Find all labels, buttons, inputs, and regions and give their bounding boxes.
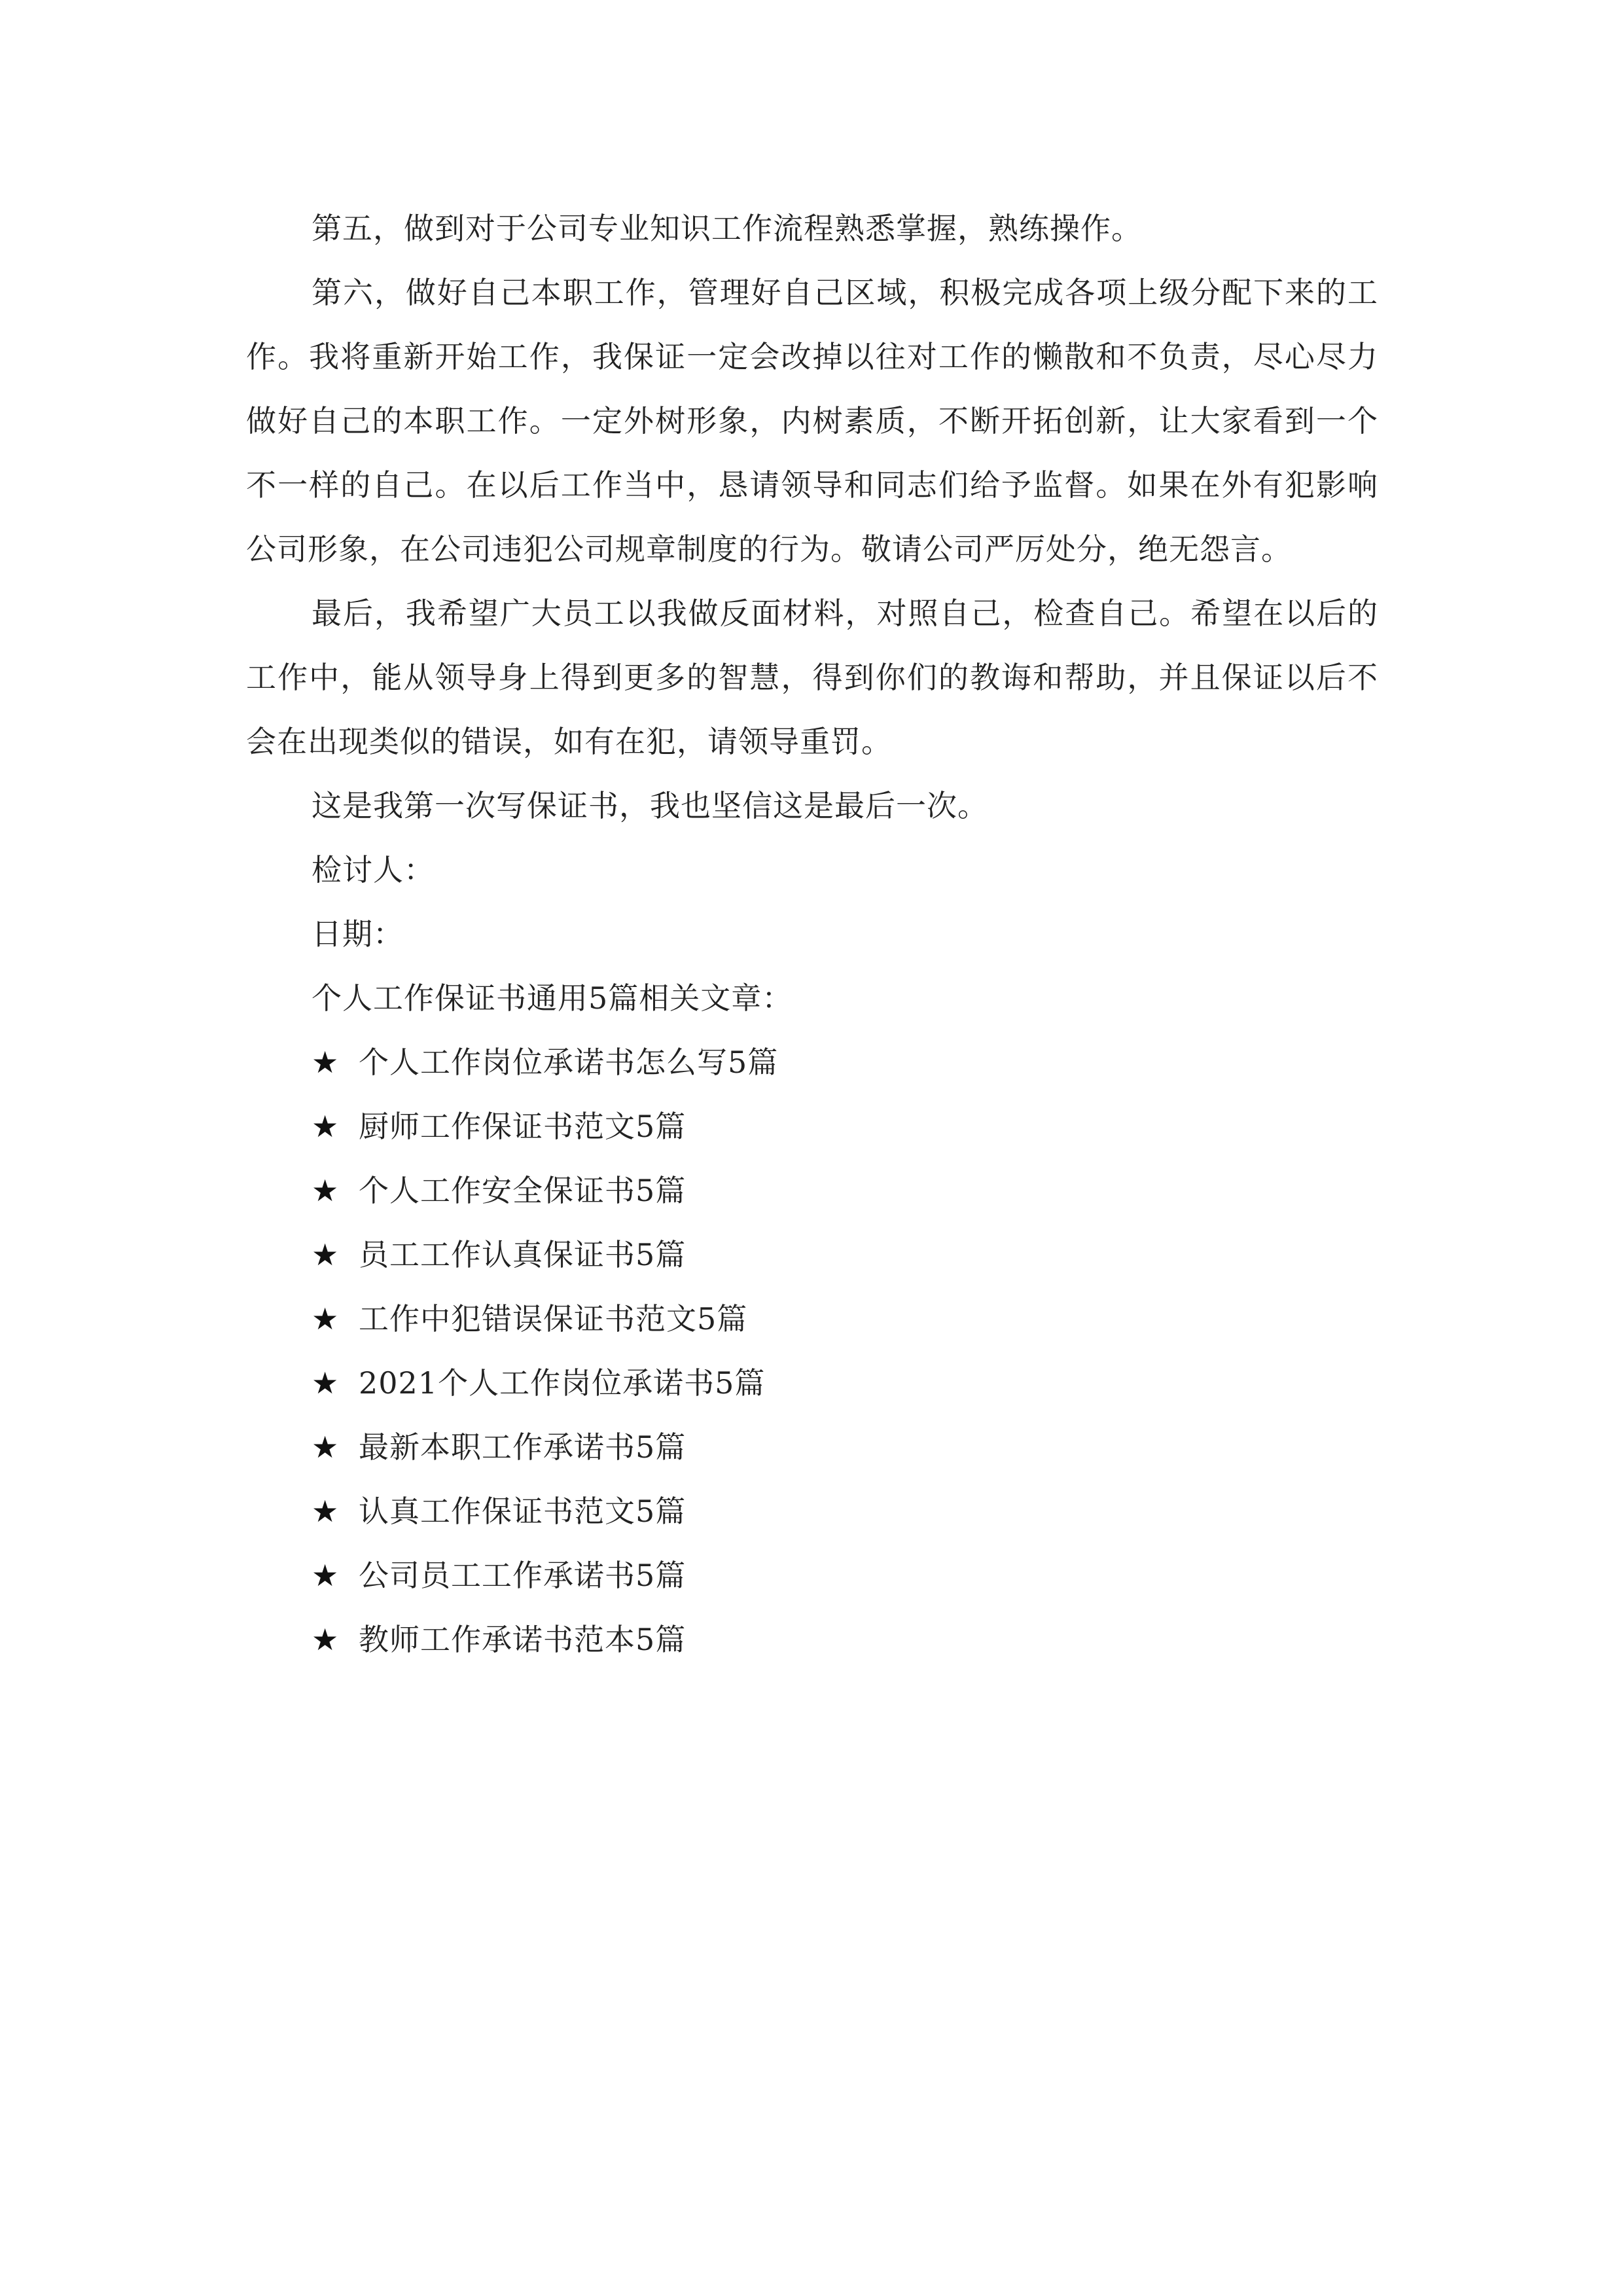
related-article-title[interactable]: 教师工作承诺书范本5篇 <box>359 1622 687 1657</box>
star-icon: ★ <box>312 1045 340 1080</box>
date-label: 日期： <box>312 916 404 952</box>
related-article-link[interactable] <box>246 1094 1378 1158</box>
star-icon: ★ <box>312 1622 340 1657</box>
star-icon: ★ <box>312 1365 340 1401</box>
related-article-link[interactable] <box>246 1415 1378 1479</box>
related-article-title[interactable]: 员工工作认真保证书5篇 <box>359 1237 687 1272</box>
related-article-link[interactable] <box>246 1543 1378 1607</box>
related-article-link[interactable] <box>246 1351 1378 1415</box>
related-article-title[interactable]: 厨师工作保证书范文5篇 <box>359 1109 687 1144</box>
related-article-link[interactable] <box>246 1223 1378 1287</box>
related-article-title[interactable]: 2021个人工作岗位承诺书5篇 <box>359 1365 766 1401</box>
related-article-title[interactable]: 认真工作保证书范文5篇 <box>359 1494 687 1529</box>
star-icon: ★ <box>312 1429 340 1465</box>
document-body <box>246 196 1378 1672</box>
signer-label: 检讨人： <box>312 852 435 888</box>
paragraph-fifth: 第五，做到对于公司专业知识工作流程熟悉掌握，熟练操作。 <box>312 211 1142 246</box>
paragraph-finally: 最后，我希望广大员工以我做反面材料，对照自己，检查自己。希望在以后的工作中，能从领导身上得到更多的智慧，得到你们的教诲和帮助，并且保证以后不会在出现类似的错误，如有在犯，请领导重罚。 <box>246 596 1378 759</box>
star-icon: ★ <box>312 1301 340 1336</box>
star-icon: ★ <box>312 1494 340 1529</box>
related-article-title[interactable]: 个人工作安全保证书5篇 <box>359 1173 687 1208</box>
paragraph-closing: 这是我第一次写保证书，我也坚信这是最后一次。 <box>312 788 988 823</box>
related-article-link[interactable] <box>246 1158 1378 1223</box>
related-article-title[interactable]: 工作中犯错误保证书范文5篇 <box>359 1301 748 1336</box>
star-icon: ★ <box>312 1237 340 1272</box>
related-articles-list <box>246 1030 1378 1672</box>
paragraph-sixth: 第六，做好自己本职工作，管理好自己区域，积极完成各项上级分配下来的工作。我将重新开始工作，我保证一定会改掉以往对工作的懒散和不负责，尽心尽力做好自己的本职工作。一定外树形象，内树素质，不断开拓创新，让大家看到一个不一样的自己。在以后工作当中，恳请领导和同志们给予监督。如果在外有犯影响公司形象，在公司违犯公司规章制度的行为。敬请公司严厉处分，绝无怨言。 <box>246 275 1378 567</box>
star-icon: ★ <box>312 1173 340 1208</box>
star-icon: ★ <box>312 1558 340 1593</box>
related-article-title[interactable]: 个人工作岗位承诺书怎么写5篇 <box>359 1045 779 1080</box>
related-article-link[interactable] <box>246 1479 1378 1543</box>
related-article-link[interactable] <box>246 1030 1378 1094</box>
related-article-title[interactable]: 最新本职工作承诺书5篇 <box>359 1429 687 1465</box>
related-article-link[interactable] <box>246 1287 1378 1351</box>
related-articles-heading: 个人工作保证书通用5篇相关文章： <box>312 980 793 1016</box>
related-article-title[interactable]: 公司员工工作承诺书5篇 <box>359 1558 687 1593</box>
related-article-link[interactable] <box>246 1607 1378 1672</box>
star-icon: ★ <box>312 1109 340 1144</box>
